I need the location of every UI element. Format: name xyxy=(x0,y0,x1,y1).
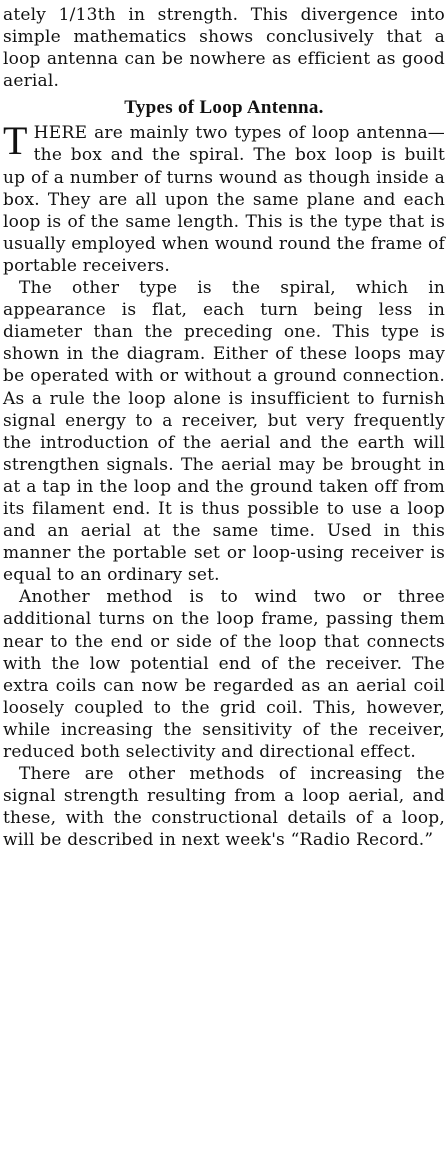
paragraph-another-method: Another method is to wind two or three additional turns on the loop frame, passing them near to the end or side of the loop that connects with the low potential end of the receiver. The extra coils can now be regarded as an aerial coil loosely coupled to the grid coil. This, however, while increasing the sensitivity of the receiver, reduced both selectivity and directional effect. xyxy=(3,587,445,762)
drop-cap-letter: T xyxy=(3,118,28,164)
paragraph-spiral: The other type is the spiral, which in appearance is flat, each turn being less in diameter than the preceding one. This type is shown in the diagram. Either of these loops may be operated with or without a ground connection. As a rule the loop alone is insufficient to furnish signal energy to a receiver, but very frequently the introduction of the aerial and the earth will strengthen signals. The aerial may be brought in at a tap in the loop and the ground taken off from its filament end. It is thus possible to use a loop and an aerial at the same time. Used in this manner the portable set or loop-using receiver is equal to an ordinary set. xyxy=(3,278,445,586)
paragraph-other-methods: There are other methods of increasing the signal strength resulting from a loop aerial, and these, with the constructional details of a loop, will be described in next week's “Radio Record.” xyxy=(3,764,445,851)
drop-cap-caps-run: HERE xyxy=(33,123,88,144)
intro-paragraph: ately 1/13th in strength. This divergence into simple mathematics shows conclusively that a loop antenna can be nowhere as efficient as good aerial. xyxy=(3,5,445,92)
paragraph-types xyxy=(3,118,445,277)
section-heading: Types of Loop Antenna. xyxy=(124,97,324,119)
paragraph-types-text: are mainly two types of loop antenna—the box and the spiral. The box loop is built up of a number of turns wound as though inside a box. They are all upon the same plane and each loop is of the same length. This is the type that is usually employed when wound round the frame of portable receivers. xyxy=(3,123,445,276)
